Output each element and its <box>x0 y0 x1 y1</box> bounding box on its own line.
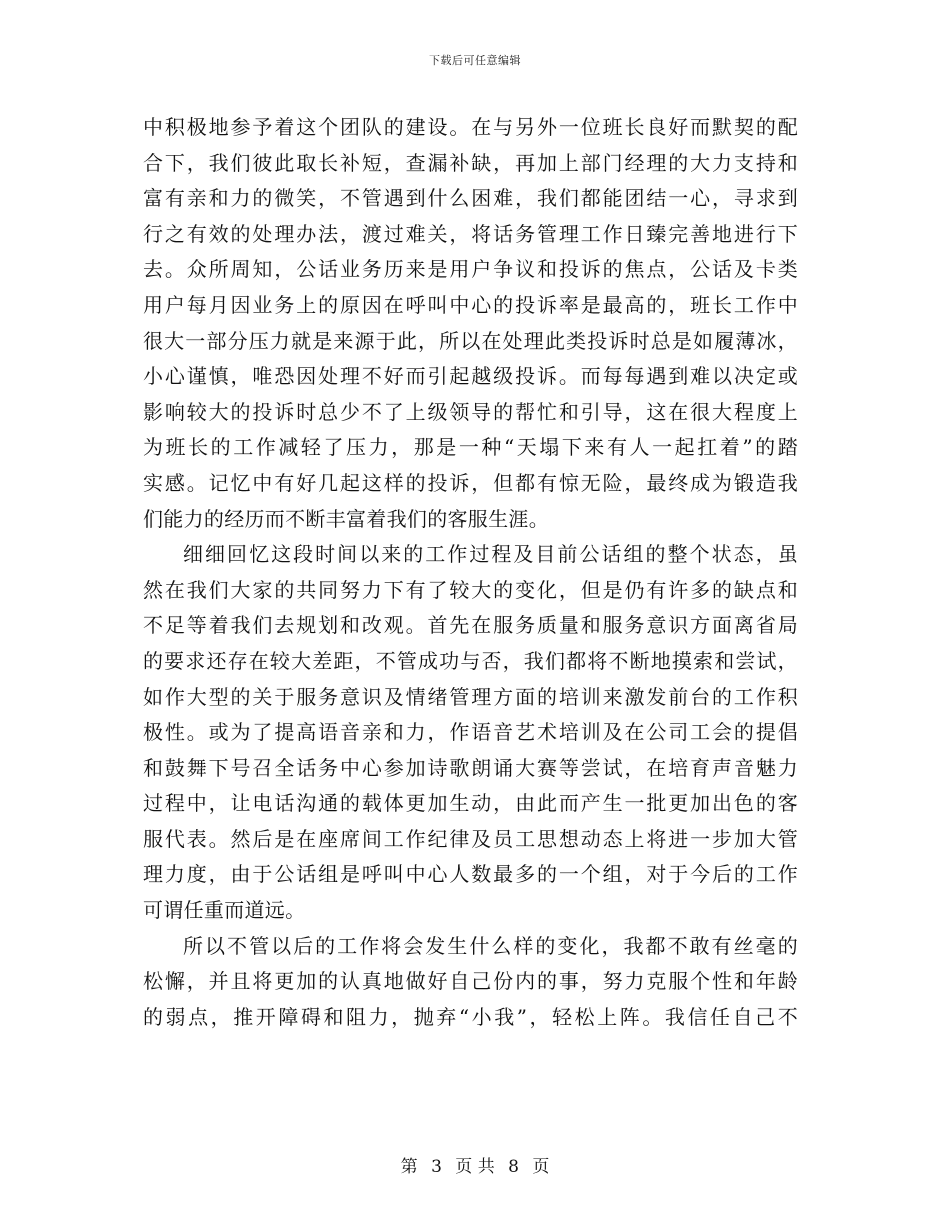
footer-total-pages: 8 <box>508 1157 519 1177</box>
text-line: 们能力的经历而不断丰富着我们的客服生涯。 <box>143 506 549 531</box>
text-line: 影响较大的投诉时总少不了上级领导的帮忙和引导，这在很大程度上 <box>143 399 798 424</box>
text-line: 的弱点，推开障碍和阻力，抛弃“小我”，轻松上阵。我信任自己不 <box>143 1004 798 1029</box>
text-line: 细细回忆这段时间以来的工作过程及目前公话组的整个状态，虽 <box>183 542 798 567</box>
text-line: 然在我们大家的共同努力下有了较大的变化，但是仍有许多的缺点和 <box>143 577 798 602</box>
page-footer <box>0 1152 950 1177</box>
document-body <box>143 110 798 1035</box>
footer-page-number: 3 <box>431 1157 442 1177</box>
text-line: 中积极地参予着这个团队的建设。在与另外一位班长良好而默契的配 <box>143 115 798 139</box>
text-line: 服代表。然后是在座席间工作纪律及员工思想动态上将进一步加大管 <box>143 826 798 851</box>
text-line: 实感。记忆中有好几起这样的投诉，但都有惊无险，最终成为锻造我 <box>143 470 798 495</box>
page-header: 下载后可任意编辑 <box>429 54 521 67</box>
text-line: 极性。或为了提高语音亲和力，作语音艺术培训及在公司工会的提倡 <box>143 720 798 745</box>
footer-suffix: 页 <box>532 1157 550 1177</box>
footer-middle: 页 共 <box>455 1157 495 1177</box>
text-line: 如作大型的关于服务意识及情绪管理方面的培训来激发前台的工作积 <box>143 684 798 709</box>
text-line: 过程中，让电话沟通的载体更加生动，由此而产生一批更加出色的客 <box>143 791 798 816</box>
text-line: 松懈，并且将更加的认真地做好自己份内的事，努力克服个性和年龄 <box>143 969 798 994</box>
footer-prefix: 第 <box>400 1157 418 1177</box>
text-line: 合下，我们彼此取长补短，查漏补缺，再加上部门经理的大力支持和 <box>143 150 798 175</box>
text-line: 可谓任重而道远。 <box>143 898 306 923</box>
text-line: 小心谨慎，唯恐因处理不好而引起越级投诉。而每每遇到难以决定或 <box>143 364 798 389</box>
text-line: 富有亲和力的微笑，不管遇到什么困难，我们都能团结一心，寻求到 <box>143 186 798 211</box>
text-line: 所以不管以后的工作将会发生什么样的变化，我都不敢有丝毫的 <box>183 933 798 958</box>
text-line: 为班长的工作减轻了压力，那是一种“天塌下来有人一起扛着”的踏 <box>143 435 798 460</box>
text-line: 理力度，由于公话组是呼叫中心人数最多的一个组，对于今后的工作 <box>143 862 798 887</box>
text-line: 的要求还存在较大差距，不管成功与否，我们都将不断地摸索和尝试， <box>143 648 798 673</box>
text-line: 去。众所周知，公话业务历来是用户争议和投诉的焦点，公话及卡类 <box>143 257 798 282</box>
text-line: 用户每月因业务上的原因在呼叫中心的投诉率是最高的，班长工作中 <box>143 292 798 317</box>
text-line: 不足等着我们去规划和改观。首先在服务质量和服务意识方面离省局 <box>143 613 798 638</box>
text-line: 行之有效的处理办法，渡过难关，将话务管理工作日臻完善地进行下 <box>143 221 798 246</box>
text-line: 和鼓舞下号召全话务中心参加诗歌朗诵大赛等尝试，在培育声音魅力 <box>143 755 798 780</box>
text-line: 很大一部分压力就是来源于此，所以在处理此类投诉时总是如履薄冰， <box>143 328 798 353</box>
